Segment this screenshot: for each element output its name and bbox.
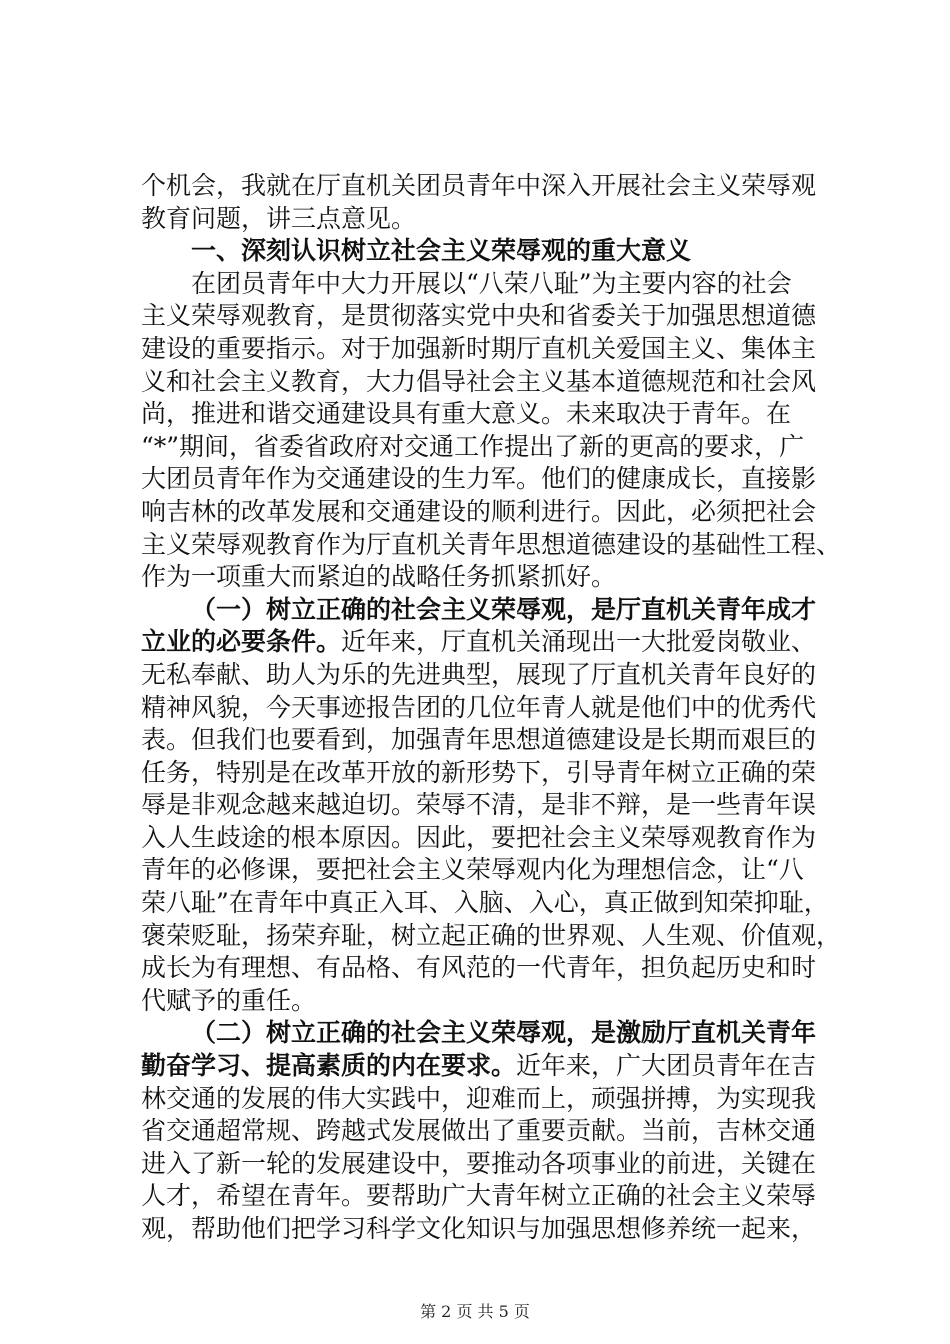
text-line: 入人生歧途的根本原因。因此，要把社会主义荣辱观教育作为 xyxy=(141,822,817,852)
text-line: 任务，特别是在改革开放的新形势下，引导青年树立正确的荣 xyxy=(141,757,817,787)
text-line: 主义荣辱观教育，是贯彻落实党中央和省委关于加强思想道德 xyxy=(141,301,817,331)
text-line: 建设的重要指示。对于加强新时期厅直机关爱国主义、集体主 xyxy=(141,333,817,363)
text-line: 教育问题，讲三点意见。 xyxy=(141,203,417,233)
text-line: 成长为有理想、有品格、有风范的一代青年，担负起历史和时 xyxy=(141,953,817,983)
bold-text-segment: 勤奋学习、提高素质的内在要求。 xyxy=(141,1051,517,1081)
text-line xyxy=(141,1050,871,1083)
text-line: 主义荣辱观教育作为厅直机关青年思想道德建设的基础性工程、 xyxy=(141,529,842,559)
text-line: 进入了新一轮的发展建设中，要推动各项事业的前进，关键在 xyxy=(141,1148,817,1178)
text-line: 省交通超常规、跨越式发展做出了重要贡献。当前，吉林交通 xyxy=(141,1116,817,1146)
text-line: 尚，推进和谐交通建设具有重大意义。未来取决于青年。在 xyxy=(141,399,792,429)
text-line: “*”期间，省委省政府对交通工作提出了新的更高的要求，广 xyxy=(141,431,805,461)
text-line: 荣八耻”在青年中真正入耳、入脑、入心，真正做到知荣抑耻， xyxy=(141,888,829,918)
text-line: 青年的必修课，要把社会主义荣辱观内化为理想信念，让“八 xyxy=(141,855,804,885)
text-line: 在团员青年中大力开展以“八荣八耻”为主要内容的社会 xyxy=(191,268,792,298)
text-line: 作为一项重大而紧迫的战略任务抓紧抓好。 xyxy=(141,562,617,592)
document-body xyxy=(141,170,871,1246)
text-line: 观，帮助他们把学习科学文化知识与加强思想修养统一起来， xyxy=(141,1214,817,1243)
bold-text-segment: 立业的必要条件。 xyxy=(141,627,342,657)
text-segment: 近年来，厅直机关涌现出一大批爱岗敬业、 xyxy=(341,627,817,657)
text-line xyxy=(141,626,871,659)
bold-text-segment: （二）树立正确的社会主义荣辱观，是激励厅直机关青年 xyxy=(191,1018,817,1048)
text-line: 个机会，我就在厅直机关团员青年中深入开展社会主义荣辱观 xyxy=(141,171,817,200)
text-line: 无私奉献、助人为乐的先进典型，展现了厅直机关青年良好的 xyxy=(141,659,817,689)
text-line: 代赋予的重任。 xyxy=(141,985,317,1015)
text-line xyxy=(141,235,871,268)
text-line: 义和社会主义教育，大力倡导社会主义基本道德规范和社会风 xyxy=(141,366,817,396)
text-line: 褒荣贬耻，扬荣弃耻，树立起正确的世界观、人生观、价值观， xyxy=(141,920,842,950)
text-line: 林交通的发展的伟大实践中，迎难而上，顽强拼搏，为实现我 xyxy=(141,1083,817,1113)
text-line: 响吉林的改革发展和交通建设的顺利进行。因此，必须把社会 xyxy=(141,496,817,526)
text-line xyxy=(141,1017,871,1050)
text-line xyxy=(141,594,871,627)
bold-text-segment: （一）树立正确的社会主义荣辱观，是厅直机关青年成才 xyxy=(191,594,817,624)
text-segment: 近年来，广大团员青年在吉 xyxy=(516,1051,817,1081)
bold-text-segment: 一、深刻认识树立社会主义荣辱观的重大意义 xyxy=(191,236,692,266)
text-line: 表。但我们也要看到，加强青年思想道德建设是长期而艰巨的 xyxy=(141,725,817,755)
text-line: 精神风貌，今天事迹报告团的几位年青人就是他们中的优秀代 xyxy=(141,692,817,722)
text-line: 人才，希望在青年。要帮助广大青年树立正确的社会主义荣辱 xyxy=(141,1181,817,1211)
page-footer: 第 2 页 共 5 页 xyxy=(420,1302,530,1321)
text-line: 辱是非观念越来越迫切。荣辱不清，是非不辩，是一些青年误 xyxy=(141,790,817,820)
text-line: 大团员青年作为交通建设的生力军。他们的健康成长，直接影 xyxy=(141,464,817,494)
